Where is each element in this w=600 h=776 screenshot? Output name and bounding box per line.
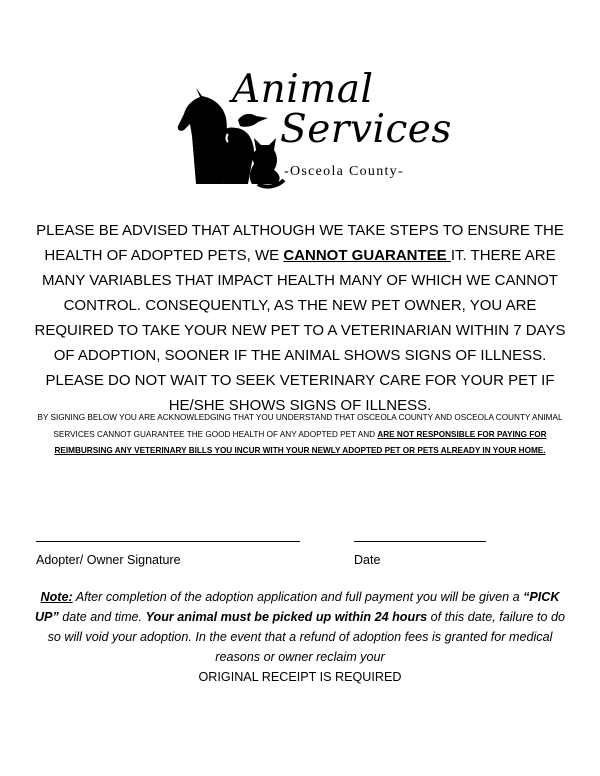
note-text-2: date and time. <box>58 610 146 624</box>
logo-county-text: -Osceola County- <box>284 164 404 179</box>
date-line[interactable] <box>354 541 486 542</box>
acknowledgement-text <box>26 410 574 460</box>
logo-animal-text: Animal <box>232 67 374 112</box>
date-label: Date <box>354 553 381 567</box>
signature-label: Adopter/ Owner Signature <box>36 553 181 567</box>
note-receipt: ORIGINAL RECEIPT IS REQUIRED <box>198 670 402 684</box>
logo-services-text: Services <box>280 107 452 152</box>
notice-text-1: PLEASE BE ADVISED THAT ALTHOUGH WE TAKE STEPS TO ENSURE THE HEALTH OF ADOPTED PETS, WE <box>36 222 564 264</box>
notice-text-2: IT. THERE ARE MANY VARIABLES THAT IMPACT HEALTH MANY OF WHICH WE CANNOT CONTROL. CONSEQUENTLY, AS THE NEW PET OWNER, YOU ARE REQUIRED TO TAKE YOUR NEW PET TO A VETERINARIAN WITHIN 7 DAYS OF ADOPTION, SOONER IF THE ANIMAL SHOWS SIGNS OF ILLNESS. PLEASE DO NOT WAIT TO SEEK VETERINARY CARE FOR YOUR PET IF HE/SHE SHOWS SIGNS OF ILLNESS. <box>34 247 566 414</box>
note-pickup: “PICK UP” <box>34 590 560 624</box>
notice-emphasis: CANNOT GUARANTEE <box>283 247 451 264</box>
acknowledgement-plain: BY SIGNING BELOW YOU ARE ACKNOWLEDGING THAT YOU UNDERSTAND THAT OSCEOLA COUNTY AND OSCEOLA COUNTY ANIMAL SERVICES CANNOT GUARANTEE THE GOOD HEALTH OF ANY ADOPTED PET AND <box>37 413 563 439</box>
note-label: Note: <box>40 590 73 604</box>
signature-line[interactable] <box>36 541 300 542</box>
pickup-note <box>28 587 572 687</box>
acknowledgement-bold: ARE NOT RESPONSIBLE FOR PAYING FOR REIMBURSING ANY VETERINARY BILLS YOU INCUR WITH YOUR NEWLY ADOPTED PET OR PETS ALREADY IN YOUR HOME. <box>54 429 547 455</box>
note-text-1: After completion of the adoption application and full payment you will be given a <box>72 590 524 604</box>
animal-services-logo <box>176 66 452 192</box>
health-notice <box>28 218 572 418</box>
note-bold: Your animal must be picked up within 24 hours <box>145 610 428 624</box>
note-text-3: of this date, failure to do so will void your adoption. In the event that a refund of adoption fees is granted for medical reasons or owner reclaim your <box>47 610 566 664</box>
